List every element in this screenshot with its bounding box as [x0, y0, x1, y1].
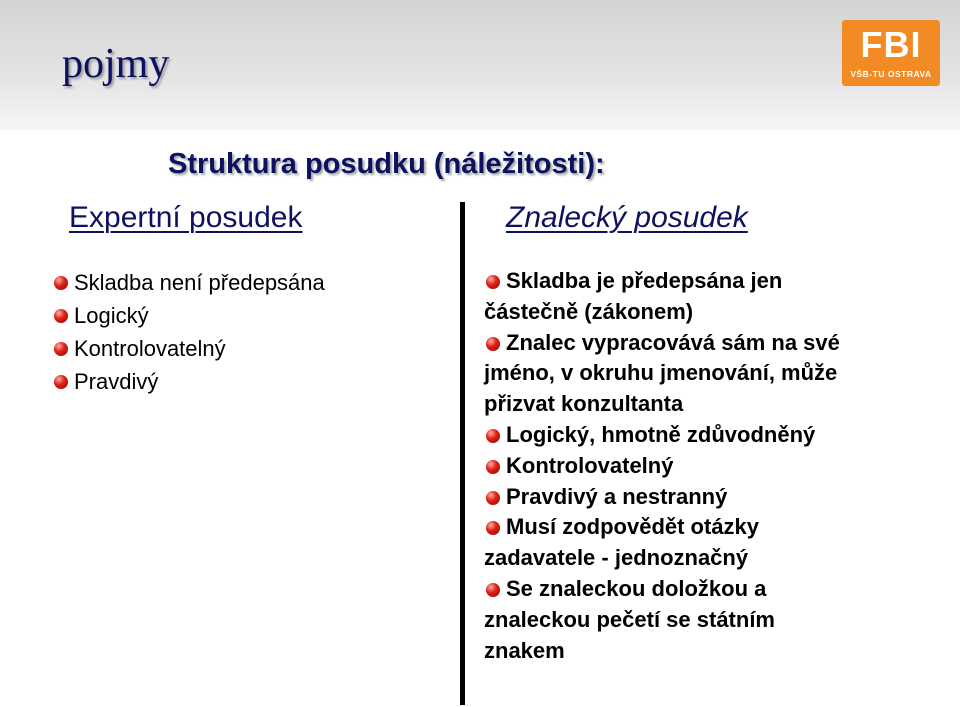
list-item: Pravdivý a nestranný	[484, 482, 924, 513]
bullet-icon	[486, 521, 500, 535]
list-item-continuation: jméno, v okruhu jmenování, může	[484, 360, 838, 386]
list-item: Musí zodpovědět otázky	[484, 512, 924, 543]
bullet-icon	[54, 276, 68, 290]
list-item: Kontrolovatelný	[52, 332, 452, 365]
logo-sub-text: VŠB-TU OSTRAVA	[850, 69, 932, 79]
list-item: Znalec vypracovává sám na své	[484, 328, 924, 359]
bullet-icon	[486, 460, 500, 474]
list-item: Se znaleckou doložkou a	[484, 574, 924, 605]
bullet-icon	[486, 491, 500, 505]
list-item: Kontrolovatelný	[484, 451, 924, 482]
bullet-icon	[486, 429, 500, 443]
list-item: Skladba je předepsána jen	[484, 266, 924, 297]
bullet-icon	[486, 583, 500, 597]
bullet-icon	[54, 342, 68, 356]
list-item-continuation: znakem	[484, 637, 565, 663]
bullet-icon	[54, 375, 68, 389]
list-item-continuation: zadavatele - jednoznačný	[484, 545, 749, 571]
list-item: Logický, hmotně zdůvodněný	[484, 420, 924, 451]
bullet-icon	[486, 337, 500, 351]
list-item-continuation: znaleckou pečetí se státním	[484, 606, 775, 632]
structure-heading: Struktura posudku (náležitosti):	[168, 148, 605, 180]
znalecky-heading: Znalecký posudek	[506, 201, 748, 234]
list-item: Logický	[52, 299, 452, 332]
list-item: Pravdivý	[52, 365, 452, 398]
fbi-logo	[842, 20, 940, 86]
slide-title: pojmy	[62, 41, 170, 87]
znalecky-list	[484, 266, 924, 666]
list-item-continuation: přizvat konzultanta	[484, 391, 684, 417]
column-divider	[460, 202, 465, 705]
list-item: Skladba není předepsána	[52, 266, 452, 299]
logo-main-text: FBI	[860, 24, 922, 65]
expert-list	[52, 266, 452, 398]
expert-heading: Expertní posudek	[69, 201, 303, 234]
list-item-continuation: částečně (zákonem)	[484, 298, 694, 324]
bullet-icon	[486, 275, 500, 289]
bullet-icon	[54, 309, 68, 323]
